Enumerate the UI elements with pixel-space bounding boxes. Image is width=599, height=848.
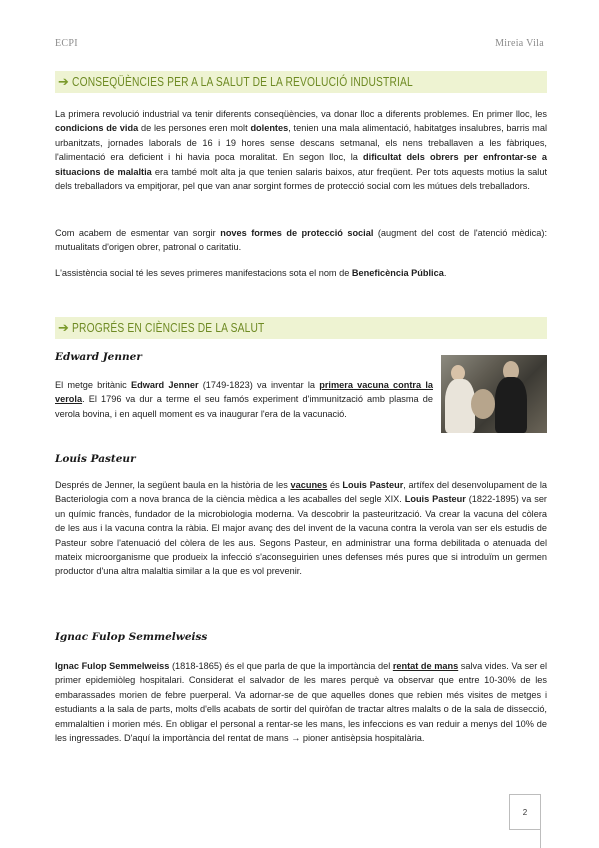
text-run: de les persones eren molt <box>138 123 251 134</box>
text-run: . El 1796 va dur a terme el seu famós experiment d'immunització amb plasma de verola bovina, i en aquell moment es va inaugurar l'era de la vacunació. <box>55 394 433 419</box>
bold-text: rentat de mans <box>392 661 459 671</box>
paragraph <box>55 378 433 421</box>
bold-text: Edward Jenner <box>130 380 199 390</box>
text-run: La primera revolució industrial va tenir diferents conseqüències, va donar lloc a diferents problemes. En primer lloc, les <box>55 109 547 119</box>
paragraph <box>55 107 547 193</box>
bold-text: dificultat dels obrers per enfrontar-se a situacions de malaltia <box>55 152 547 177</box>
bold-text: noves formes de protecció social <box>220 228 374 238</box>
bold-text: Louis Pasteur <box>342 480 404 490</box>
bold-text: vacunes <box>290 480 328 490</box>
text-run: Després de Jenner, la següent baula en la història de les <box>55 480 291 490</box>
subheading-semmelweis: Ignac Fulop Semmelweiss <box>55 631 208 643</box>
text-run: Com acabem de esmentar van sorgir <box>55 228 221 238</box>
text-run: , tenien una mala alimentació, habitatges insalubres, barris mal urbanitzats, jornades laborals de 16 i 19 hores sense descans setmanal, els nens treballaven a les fàbriques, l'alimentació era deficient i hi havia poca moralitat. En segon lloc, la <box>55 123 547 163</box>
section-title: PROGRÉS EN CIÈNCIES DE LA SALUT <box>71 321 265 335</box>
arrow-right-icon: ➔ <box>58 320 69 336</box>
header-left: ECPI <box>55 38 78 49</box>
bold-text: primera vacuna contra la verola <box>55 380 434 405</box>
text-run: (augment del cost de l'atenció mèdica): mutualitats d'origen obrer, patronal o caritatiu. <box>55 228 547 253</box>
header-right: Mireia Vila <box>495 38 544 49</box>
paragraph <box>55 226 547 255</box>
paragraph <box>55 478 547 579</box>
text-run: és <box>327 480 343 490</box>
section-heading-consequences <box>55 71 547 93</box>
page-number: 2 <box>509 794 541 830</box>
paragraph <box>55 266 547 280</box>
text-run: , artífex del desenvolupament de la Bacteriologia com a nova branca de la ciència mèdica a les acaballes del segle XIX. <box>55 480 548 505</box>
bold-text: condicions de vida <box>55 123 139 134</box>
paragraph <box>55 659 547 745</box>
jenner-vaccination-painting <box>441 355 547 433</box>
arrow-right-icon: ➔ <box>58 74 69 90</box>
text-run: (1822-1895) va ser un químic francès, fundador de la microbiologia moderna. Va descobrir la pasteurització. Va crear la vacuna del còlera de les aus i la vacuna contra la ràbia. El major avanç des del invent de la vacuna contra la verola van ser els estudis de Pasteur sobre l'atenuació del còlera de les aus. Segons Pasteur, en administrar una forma debilitada o atenuada del mateix microorganisme que produeix la infecció s'aconseguirien unes defenses més pures que si introduïm un germen productor d'una altra malaltia similar a la que es vol prevenir. <box>55 494 547 577</box>
text-run: L'assistència social té les seves primeres manifestacions sota el nom de <box>55 268 352 278</box>
bold-text: Ignac Fulop Semmelweiss <box>55 661 170 671</box>
text-run: El metge britànic <box>55 380 131 390</box>
text-run: era també molt alta ja que tenien salaris baixos, atur freqüent. Per tots aquests motius la salut dels treballadors va empitjorar, pel que van anar sorgint formes de protecció social com les mútues dels treballadors. <box>55 166 547 192</box>
text-run: (1749-1823) va inventar la <box>198 380 320 390</box>
bold-text: Louis Pasteur <box>404 494 466 505</box>
subheading-jenner: Edward Jenner <box>55 351 142 363</box>
text-run: (1818-1865) és el que parla de que la importància del <box>169 661 393 671</box>
bold-text: dolentes <box>250 123 289 134</box>
text-run: salva vides. Va ser el primer epidemiòleg hospitalari. Considerat el salvador de les mares perquè va observar que entre 10-30% de les embarassades morien de febre puerperal. Va adornar-se de que aquelles dones que rebien més visites de metges i estudiants a la sala de parts, molts d'ells acabats de sortir del quiròfan de tractar altres malalts o de la sala de dissecció, emmalaltien i morien més. En obligar el personal a rentar-se les mans, les infeccions es van reduir a menys del 10% de les ingressades. D'aquí la importància del rentat de mans → pioner antisèpsia hospitalària. <box>55 661 547 744</box>
subheading-pasteur: Louis Pasteur <box>55 453 136 465</box>
section-title: CONSEQÜÈNCIES PER A LA SALUT DE LA REVOLUCIÓ INDUSTRIAL <box>71 75 413 89</box>
section-heading-progress <box>55 317 547 339</box>
bold-text: Beneficència Pública <box>351 268 444 278</box>
text-run: . <box>443 268 447 278</box>
